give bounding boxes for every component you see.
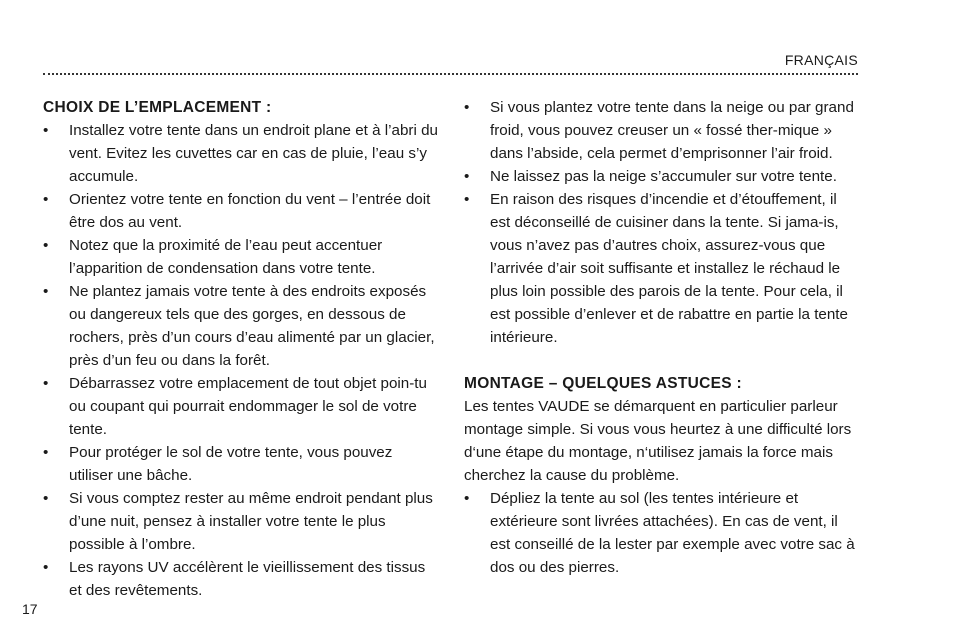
left-column [43,96,439,602]
list-item: • Si vous comptez rester au même endroit pendant plus d’une nuit, pensez à installer votre tente le plus possible à l’ombre. [43,487,439,556]
list-item: • En raison des risques d’incendie et d’étouffement, il est déconseillé de cuisiner dans la tente. Si jama-is, vous n’avez pas d’autres choix, assurez-vous que l’arrivée d’air soit suffisante et installez le réchaud le plus loin possible des parois de la tente. Pour cela, il est possible d’enlever et de rabattre en partie la tente intérieure. [464,188,860,349]
list-item: • Ne plantez jamais votre tente à des endroits exposés ou dangereux tels que des gorges, en dessous de rochers, près d’un cours d’eau alimenté par un glacier, près d’un feu ou dans la forêt. [43,280,439,372]
list-item: • Pour protéger le sol de votre tente, vous pouvez utiliser une bâche. [43,441,439,487]
list-item: • Si vous plantez votre tente dans la neige ou par grand froid, vous pouvez creuser un « fossé ther-mique » dans l’abside, cela permet d’emprisonner l’air froid. [464,96,860,165]
section-heading-assembly: MONTAGE – QUELQUES ASTUCES : [464,375,742,392]
list-item: • Les rayons UV accélèrent le vieillissement des tissus et des revêtements. [43,556,439,602]
list-item: • Notez que la proximité de l’eau peut accentuer l’apparition de condensation dans votre tente. [43,234,439,280]
list-item: • Débarrassez votre emplacement de tout objet poin-tu ou coupant qui pourrait endommager le sol de votre tente. [43,372,439,441]
list-item: • Ne laissez pas la neige s’accumuler sur votre tente. [464,165,860,188]
location-bullet-list [43,119,439,602]
section-heading-location: CHOIX DE L’EMPLACEMENT : [43,99,272,116]
language-label: FRANÇAIS [784,52,858,68]
list-item: • Dépliez la tente au sol (les tentes intérieure et extérieure sont livrées attachées). En cas de vent, il est conseillé de la lester par exemple avec votre sac à dos ou des pierres. [464,487,860,579]
snow-cooking-bullet-list [464,96,860,349]
right-column [464,96,860,579]
assembly-paragraph: Les tentes VAUDE se démarquent en particulier parleur montage simple. Si vous vous heurtez à une difficulté lors d‘une étape du montage, n‘utilisez jamais la force mais cherchez la cause du problème. [464,398,852,484]
page-number: 17 [22,601,38,617]
assembly-bullet-list [464,487,860,579]
dotted-divider [43,73,858,75]
list-item: • Installez votre tente dans un endroit plane et à l’abri du vent. Evitez les cuvettes car en cas de pluie, l’eau s’y accumule. [43,119,439,188]
list-item: • Orientez votre tente en fonction du vent – l’entrée doit être dos au vent. [43,188,439,234]
